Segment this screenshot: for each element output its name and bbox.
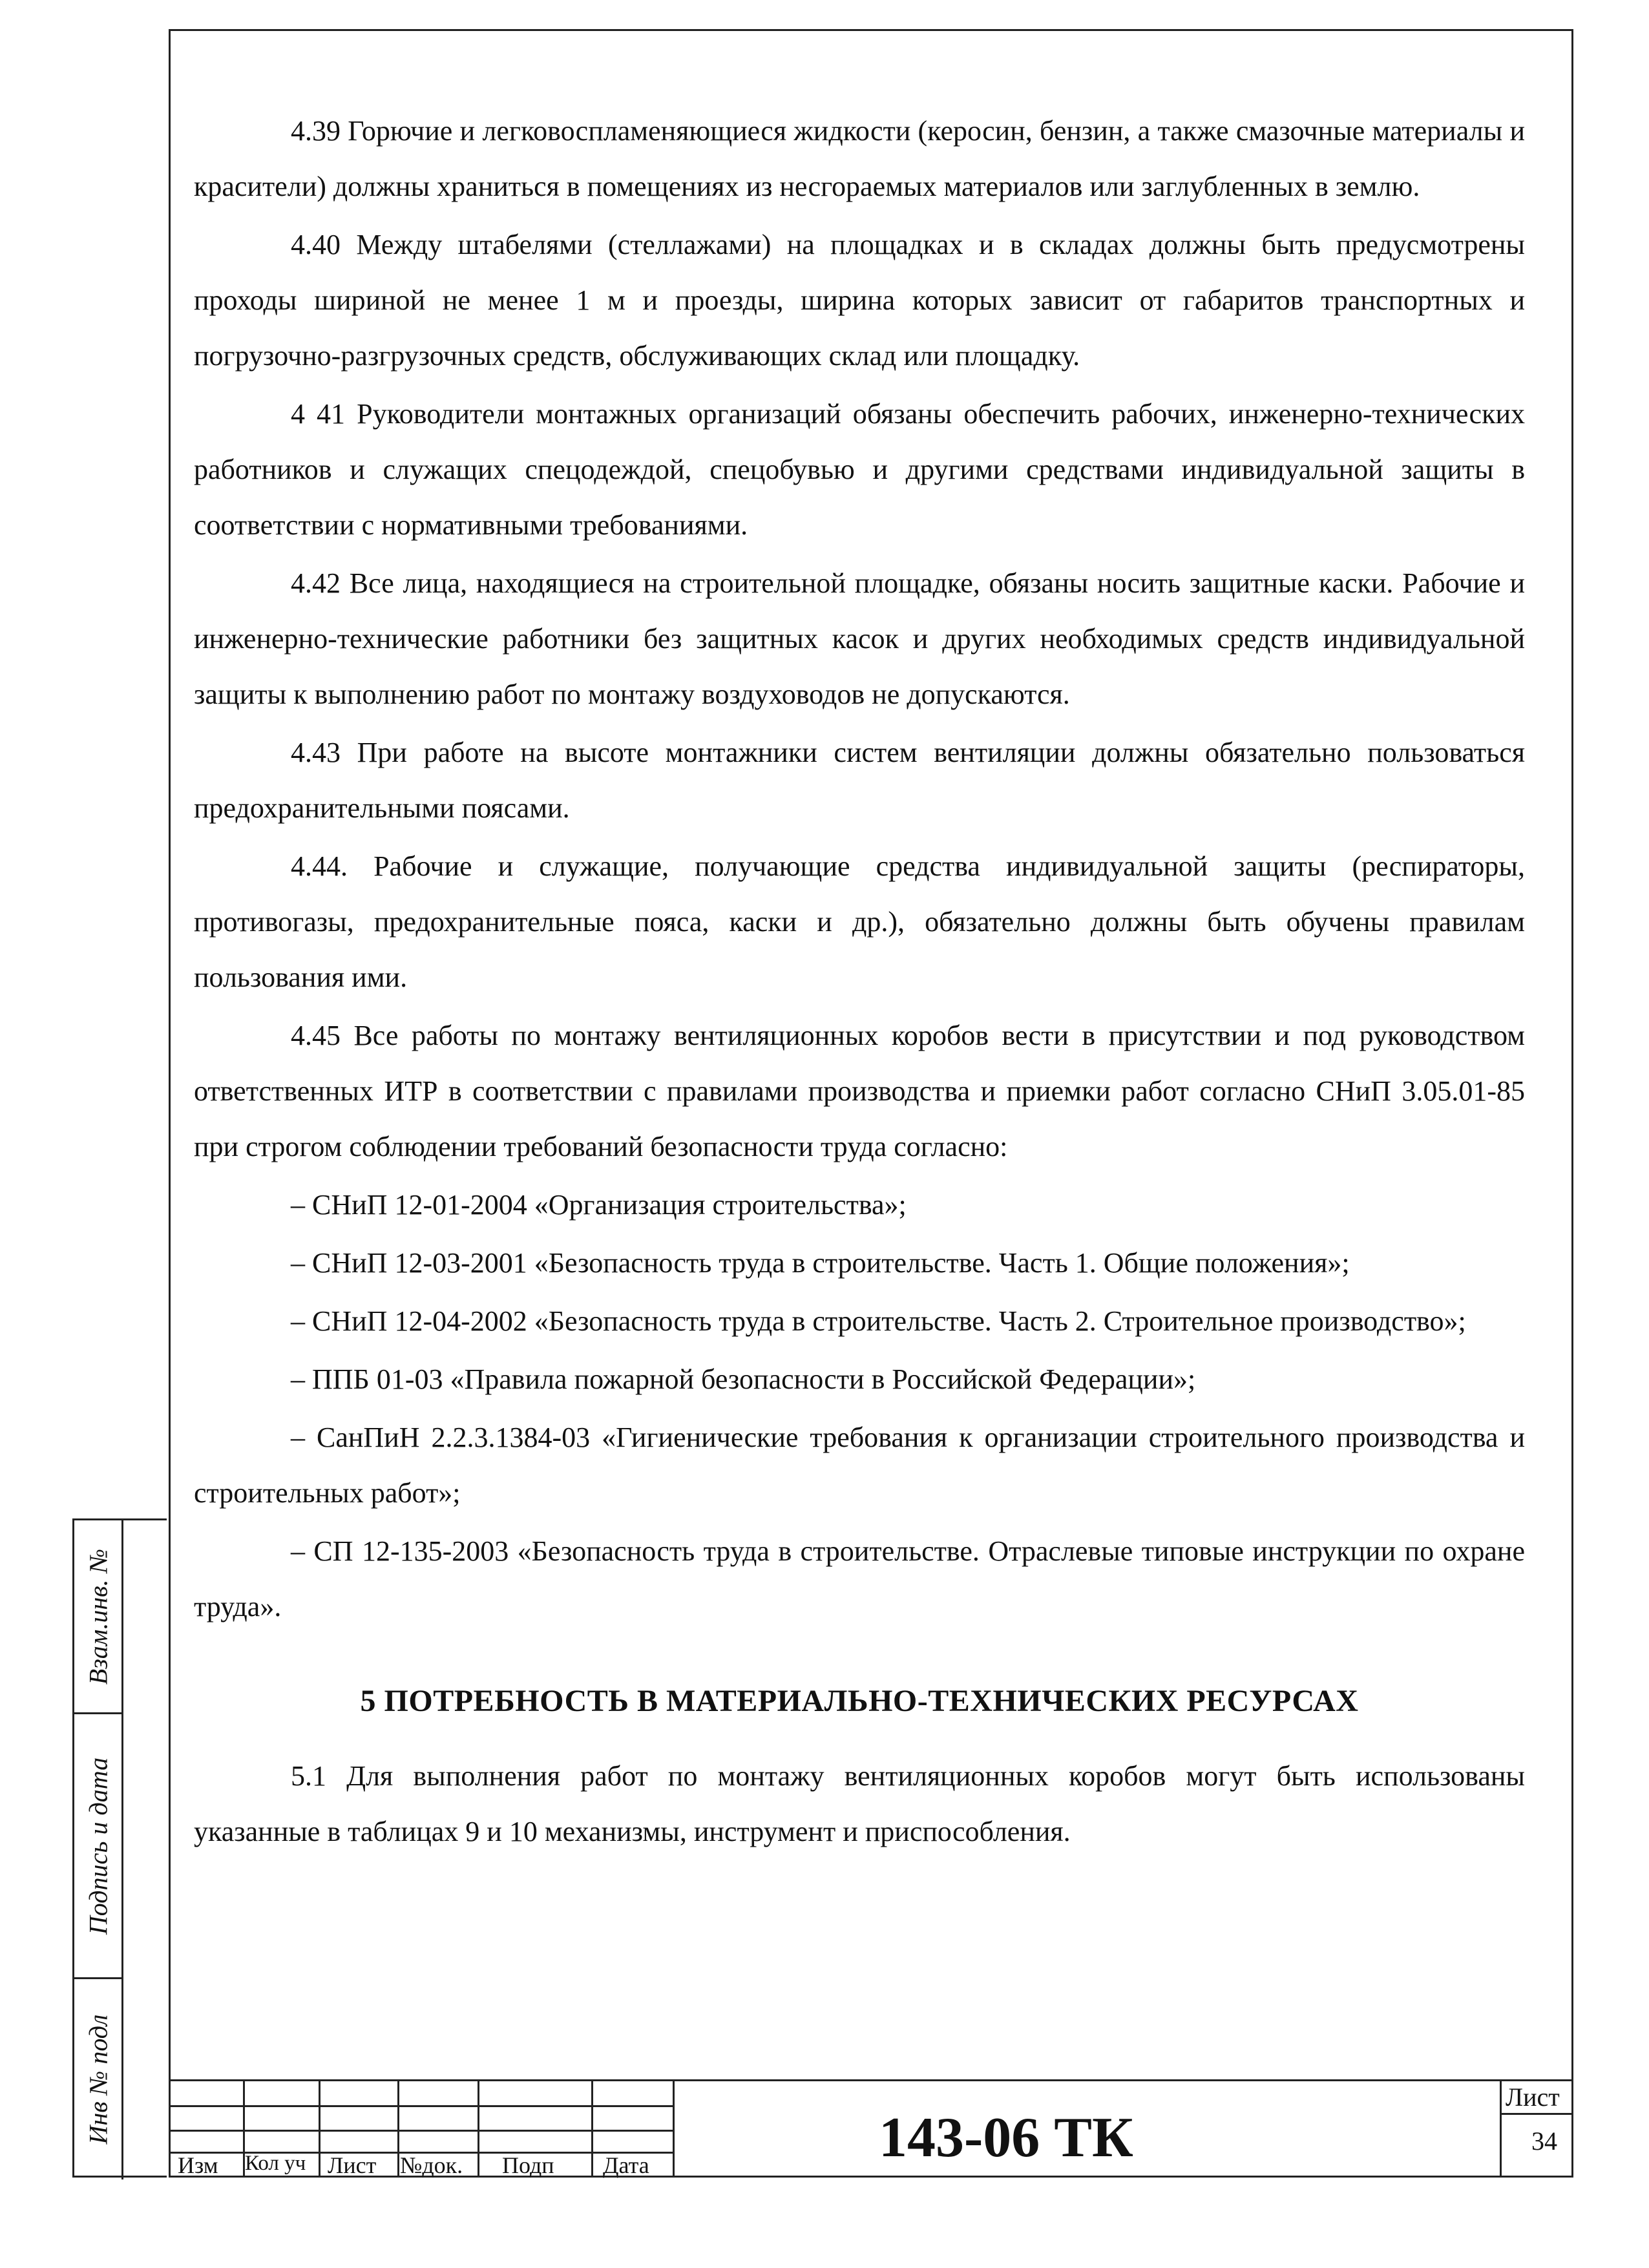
paragraph-4-40: 4.40 Между штабелями (стеллажами) на площадках и в складах должны быть предусмотрены проходы шириной не менее 1 м и проезды, ширина которых зависит от габаритов транспортных и погрузочно-разгрузочных средств, обслуживающих склад или площадку. xyxy=(194,229,1525,372)
stamp-label-podpis: Подпись и дата xyxy=(83,1757,112,1935)
stamp-cell-inv xyxy=(74,1979,123,2179)
col-ndok: №док. xyxy=(400,2152,463,2178)
col-list: Лист xyxy=(328,2152,377,2178)
section-heading: 5 ПОТРЕБНОСТЬ В МАТЕРИАЛЬНО-ТЕХНИЧЕСКИХ РЕСУРСАХ xyxy=(360,1684,1359,1718)
paragraph-4-39: 4.39 Горючие и легковоспламеняющиеся жидкости (керосин, бензин, а также смазочные материалы и красители) должны храниться в помещениях из несгораемых материалов или заглубленных в землю. xyxy=(194,115,1525,202)
stamp-cell-podpis xyxy=(74,1714,123,1979)
col-izm: Изм xyxy=(178,2152,218,2178)
stamp-label-vzam: Взам.инв. № xyxy=(83,1548,112,1685)
paragraph-4-44: 4.44. Рабочие и служащие, получающие средства индивидуальной защиты (респираторы, противогазы, предохранительные пояса, каски и др.), обязательно должны быть обучены правилам пользования ими. xyxy=(194,850,1525,993)
paragraph-4-43: 4.43 При работе на высоте монтажники систем вентиляции должны обязательно пользоваться предохранительными поясами. xyxy=(194,737,1525,824)
paragraph-4-42: 4.42 Все лица, находящиеся на строительной площадке, обязаны носить защитные каски. Рабочие и инженерно-технические работники без защитных касок и других необходимых средств индивидуальной защиты к выполнению работ по монтажу воздуховодов не допускаются. xyxy=(194,567,1525,710)
document-body xyxy=(194,103,1525,1862)
list-item: – СанПиН 2.2.3.1384-03 «Гигиенические требования к организации строительного производства и строительных работ»; xyxy=(194,1422,1525,1509)
list-item: – СП 12-135-2003 «Безопасность труда в строительстве. Отраслевые типовые инструкции по охране труда». xyxy=(194,1535,1525,1622)
col-kol: Кол уч xyxy=(245,2152,306,2175)
col-data: Дата xyxy=(603,2152,649,2178)
paragraph-5-1: 5.1 Для выполнения работ по монтажу вентиляционных коробов могут быть использованы указанные в таблицах 9 и 10 механизмы, инструмент и приспособления. xyxy=(194,1760,1525,1847)
col-podp: Подп xyxy=(502,2152,554,2178)
sheet-number: 34 xyxy=(1531,2126,1557,2156)
list-item: – ППБ 01-03 «Правила пожарной безопасности в Российской Федерации»; xyxy=(291,1363,1196,1395)
title-block xyxy=(169,2079,1573,2178)
sheet-label: Лист xyxy=(1506,2083,1560,2112)
stamp-label-inv: Инв № подл xyxy=(83,2014,112,2145)
document-code: 143-06 ТК xyxy=(879,2106,1133,2169)
list-item: – СНиП 12-03-2001 «Безопасность труда в строительстве. Часть 1. Общие положения»; xyxy=(291,1247,1350,1279)
paragraph-4-45: 4.45 Все работы по монтажу вентиляционных коробов вести в присутствии и под руководством ответственных ИТР в соответствии с правилами производства и приемки работ согласно СНиП 3.05.01-85 при строгом соблюдении требований безопасности труда согласно: xyxy=(194,1020,1525,1162)
side-stamp xyxy=(72,1518,167,2178)
list-item: – СНиП 12-04-2002 «Безопасность труда в строительстве. Часть 2. Строительное производство»; xyxy=(291,1305,1466,1337)
stamp-cell-vzam xyxy=(74,1520,123,1714)
list-item: – СНиП 12-01-2004 «Организация строительства»; xyxy=(291,1189,907,1221)
paragraph-4-41: 4 41 Руководители монтажных организаций обязаны обеспечить рабочих, инженерно-технических работников и служащих спецодеждой, спецобувью и другими средствами индивидуальной защиты в соответствии с нормативными требованиями. xyxy=(194,398,1525,541)
